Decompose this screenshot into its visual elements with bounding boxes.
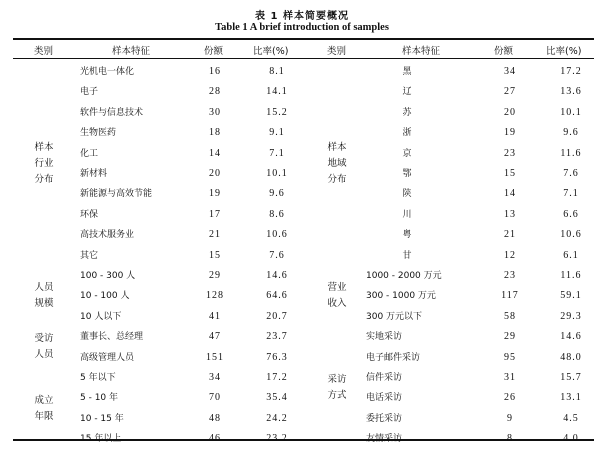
left-row-7-count: 17	[209, 208, 221, 220]
left-row-11-rate: 64.6	[266, 290, 288, 302]
header-feature-right: 样本特征	[402, 46, 441, 57]
left-row-15-rate: 17.2	[266, 372, 288, 383]
top-rule	[13, 38, 594, 40]
left-row-0-count: 16	[209, 66, 221, 77]
left-row-12-rate: 20.7	[266, 310, 288, 322]
right-row-0-rate: 17.2	[560, 66, 582, 77]
right-row-16-count: 26	[504, 392, 516, 404]
left-row-11-count: 128	[206, 290, 224, 302]
right-row-18-rate: 4.0	[563, 433, 579, 445]
right-row-10-rate: 11.6	[560, 270, 582, 281]
right-row-7-rate: 6.6	[563, 208, 579, 220]
right-row-9-count: 12	[504, 249, 516, 261]
right-row-2-rate: 10.1	[560, 106, 582, 118]
left-row-15-feature: 5 年以下	[80, 373, 116, 383]
right-row-0-feature: 黑	[402, 67, 412, 77]
left-row-13-count: 47	[209, 331, 221, 343]
left-row-1-rate: 14.1	[266, 86, 288, 98]
right-row-10-feature: 1000 - 2000 万元	[366, 271, 442, 281]
right-row-3-count: 19	[504, 127, 516, 139]
header-feature-left: 样本特征	[112, 46, 151, 57]
left-row-10-count: 29	[209, 270, 221, 281]
right-row-5-count: 15	[504, 168, 516, 179]
left-row-15-count: 34	[209, 372, 221, 383]
right-row-16-feature: 电话采访	[366, 393, 403, 404]
left-row-12-count: 41	[209, 310, 221, 322]
right-row-2-feature: 苏	[402, 107, 412, 118]
right-row-11-feature: 300 - 1000 万元	[366, 291, 436, 302]
right-row-17-rate: 4.5	[563, 412, 579, 424]
left-row-12-feature: 10 人以下	[80, 311, 122, 322]
left-row-16-feature: 5 - 10 年	[80, 393, 119, 404]
header-rate-right: 比率(%)	[546, 46, 582, 57]
left-row-17-count: 48	[209, 412, 221, 424]
right-row-15-feature: 信件采访	[366, 373, 403, 383]
left-row-11-feature: 10 - 100 人	[80, 291, 130, 302]
right-row-1-rate: 13.6	[560, 86, 582, 98]
right-row-12-feature: 300 万元以下	[366, 311, 423, 322]
left-row-16-rate: 35.4	[266, 392, 288, 404]
left-row-14-rate: 76.3	[266, 351, 288, 363]
left-row-10-feature: 100 - 300 人	[80, 271, 136, 281]
left-row-1-feature: 电子	[80, 87, 99, 98]
right-row-2-count: 20	[504, 106, 516, 118]
header-category-right: 类别	[327, 46, 347, 57]
right-row-7-feature: 川	[402, 209, 412, 220]
left-category-0: 样本 行业 分布	[34, 141, 54, 185]
right-category-1: 营业 收入	[327, 282, 347, 310]
right-row-13-feature: 实地采访	[366, 332, 403, 343]
right-row-6-count: 14	[504, 188, 516, 200]
right-row-11-count: 117	[501, 290, 519, 302]
left-row-2-count: 30	[209, 106, 221, 118]
right-row-6-feature: 陕	[402, 189, 412, 200]
right-row-14-feature: 电子邮件采访	[366, 352, 421, 363]
right-row-18-feature: 友情采访	[366, 434, 403, 445]
left-row-5-count: 20	[209, 168, 221, 179]
left-row-5-rate: 10.1	[266, 168, 288, 179]
left-row-3-feature: 生物医药	[80, 128, 117, 139]
left-row-9-rate: 7.6	[269, 249, 285, 261]
right-row-15-count: 31	[504, 372, 516, 383]
right-category-2: 采访 方式	[327, 374, 347, 402]
left-row-6-feature: 新能源与高效节能	[80, 189, 153, 200]
right-row-3-rate: 9.6	[563, 127, 579, 139]
right-row-12-rate: 29.3	[560, 310, 582, 322]
left-row-6-count: 19	[209, 188, 221, 200]
left-row-16-count: 70	[209, 392, 221, 404]
left-row-9-count: 15	[209, 249, 221, 261]
right-row-4-feature: 京	[402, 148, 412, 159]
left-row-10-rate: 14.6	[266, 270, 288, 281]
right-row-5-feature: 鄂	[402, 169, 412, 179]
right-row-9-feature: 甘	[402, 250, 412, 261]
left-row-4-feature: 化工	[80, 148, 99, 159]
right-row-7-count: 13	[504, 208, 516, 220]
left-row-18-rate: 23.2	[266, 433, 288, 445]
right-row-17-count: 9	[507, 412, 513, 424]
right-row-4-rate: 11.6	[560, 147, 582, 159]
right-row-8-count: 21	[504, 229, 516, 241]
left-row-18-feature: 15 年以上	[80, 434, 122, 445]
table-title-cn: 表 1 样本简要概况	[255, 11, 349, 22]
left-row-3-rate: 9.1	[269, 127, 285, 139]
header-count-right: 份额	[494, 46, 514, 57]
right-row-0-count: 34	[504, 66, 516, 77]
right-row-1-feature: 辽	[402, 87, 412, 98]
header-rate-left: 比率(%)	[253, 46, 289, 57]
right-row-17-feature: 委托采访	[366, 413, 403, 424]
right-row-13-count: 29	[504, 331, 516, 343]
right-row-4-count: 23	[504, 147, 516, 159]
left-row-0-rate: 8.1	[269, 66, 285, 77]
left-category-2: 受访 人员	[34, 333, 54, 361]
header-count-left: 份额	[204, 46, 224, 57]
left-row-17-feature: 10 - 15 年	[80, 413, 124, 424]
right-row-16-rate: 13.1	[560, 392, 582, 404]
right-row-5-rate: 7.6	[563, 168, 579, 179]
left-row-3-count: 18	[209, 127, 221, 139]
left-row-2-feature: 软件与信息技术	[80, 107, 144, 118]
left-row-1-count: 28	[209, 86, 221, 98]
left-category-3: 成立 年限	[34, 394, 54, 422]
right-row-9-rate: 6.1	[563, 249, 579, 261]
right-row-6-rate: 7.1	[563, 188, 579, 200]
left-category-1: 人员 规模	[34, 282, 54, 310]
left-row-5-feature: 新材料	[80, 169, 108, 179]
left-row-9-feature: 其它	[80, 250, 99, 261]
left-row-7-feature: 环保	[80, 209, 99, 220]
right-category-0: 样本 地域 分布	[327, 141, 347, 185]
right-row-8-rate: 10.6	[560, 229, 582, 241]
left-row-17-rate: 24.2	[266, 412, 288, 424]
left-row-14-count: 151	[206, 351, 224, 363]
right-row-8-feature: 粤	[402, 230, 412, 241]
left-row-18-count: 46	[209, 433, 221, 445]
left-row-13-rate: 23.7	[266, 331, 288, 343]
header-category-left: 类别	[34, 46, 54, 57]
right-row-11-rate: 59.1	[560, 290, 582, 302]
left-row-4-count: 14	[209, 147, 221, 159]
left-row-14-feature: 高级管理人员	[80, 352, 135, 363]
left-row-13-feature: 董事长、总经理	[80, 332, 144, 343]
left-row-2-rate: 15.2	[266, 106, 288, 118]
right-row-15-rate: 15.7	[560, 372, 582, 383]
right-row-14-rate: 48.0	[560, 351, 582, 363]
right-row-14-count: 95	[504, 351, 516, 363]
right-row-3-feature: 浙	[402, 128, 412, 139]
left-row-7-rate: 8.6	[269, 208, 285, 220]
table-title-en: Table 1 A brief introduction of samples	[215, 22, 389, 33]
right-row-12-count: 58	[504, 310, 516, 322]
left-row-4-rate: 7.1	[269, 147, 285, 159]
left-row-0-feature: 光机电一体化	[80, 67, 135, 77]
header-rule	[13, 58, 594, 59]
right-row-1-count: 27	[504, 86, 516, 98]
left-row-6-rate: 9.6	[269, 188, 285, 200]
right-row-13-rate: 14.6	[560, 331, 582, 343]
right-row-18-count: 8	[507, 433, 513, 445]
right-row-10-count: 23	[504, 270, 516, 281]
left-row-8-feature: 高技术服务业	[80, 230, 135, 241]
left-row-8-rate: 10.6	[266, 229, 288, 241]
left-row-8-count: 21	[209, 229, 221, 241]
